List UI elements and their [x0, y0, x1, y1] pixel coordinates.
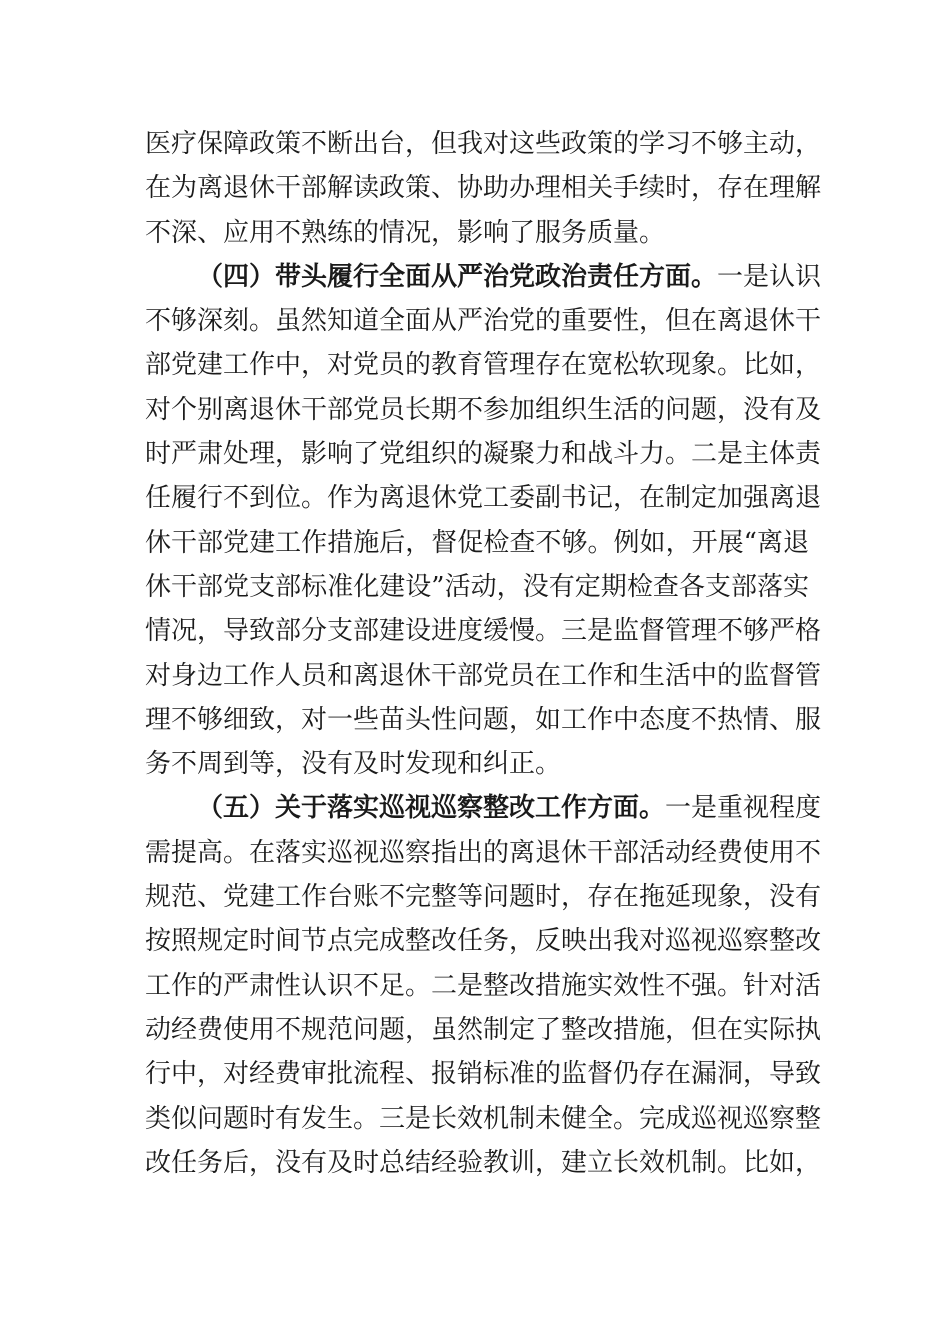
text-line: 不够深刻。虽然知道全面从严治党的重要性，但在离退休干: [145, 306, 822, 337]
text-line: 改任务后，没有及时总结经验教训，建立长效机制。比如，: [145, 1147, 822, 1178]
document-body: [145, 122, 822, 1185]
text-line: 规范、党建工作台账不完整等问题时，存在拖延现象，没有: [145, 882, 822, 913]
text-line: 在为离退休干部解读政策、协助办理相关手续时，存在理解: [145, 173, 822, 204]
section-4-first-line-text: 一是认识: [717, 261, 822, 292]
section-5-first-line-text: 一是重视程度: [665, 793, 822, 824]
text-line: 工作的严肃性认识不足。二是整改措施实效性不强。针对活: [145, 970, 822, 1001]
text-line: 休干部党建工作措施后，督促检查不够。例如，开展“离退: [145, 527, 809, 558]
text-line: 部党建工作中，对党员的教育管理存在宽松软现象。比如，: [145, 350, 822, 381]
text-line: 需提高。在落实巡视巡察指出的离退休干部活动经费使用不: [145, 837, 822, 868]
text-line: 任履行不到位。作为离退休党工委副书记，在制定加强离退: [145, 483, 822, 514]
text-line: 按照规定时间节点完成整改任务，反映出我对巡视巡察整改: [145, 926, 822, 957]
text-line: 务不周到等，没有及时发现和纠正。: [145, 749, 562, 780]
text-line: 情况，导致部分支部建设进度缓慢。三是监督管理不够严格: [145, 616, 822, 647]
text-line: 类似问题时有发生。三是长效机制未健全。完成巡视巡察整: [145, 1103, 822, 1134]
text-line: 休干部党支部标准化建设”活动，没有定期检查各支部落实: [145, 571, 809, 602]
text-line: 行中，对经费审批流程、报销标准的监督仍存在漏洞，导致: [145, 1059, 822, 1090]
section-5-first-line: [145, 786, 822, 830]
text-line: 对身边工作人员和离退休干部党员在工作和生活中的监督管: [145, 660, 822, 691]
text-line: 不深、应用不熟练的情况，影响了服务质量。: [145, 217, 666, 248]
text-line: 动经费使用不规范问题，虽然制定了整改措施，但在实际执: [145, 1014, 822, 1045]
text-line: 时严肃处理，影响了党组织的凝聚力和战斗力。二是主体责: [145, 439, 822, 470]
text-line: 医疗保障政策不断出台，但我对这些政策的学习不够主动，: [145, 129, 822, 159]
section-5-heading: （五）关于落实巡视巡察整改工作方面。: [197, 793, 666, 824]
text-line: 对个别离退休干部党员长期不参加组织生活的问题，没有及: [145, 394, 822, 425]
section-4-heading: （四）带头履行全面从严治党政治责任方面。: [197, 261, 718, 292]
text-line: 理不够细致，对一些苗头性问题，如工作中态度不热情、服: [145, 704, 822, 735]
section-4-first-line: [145, 255, 822, 299]
